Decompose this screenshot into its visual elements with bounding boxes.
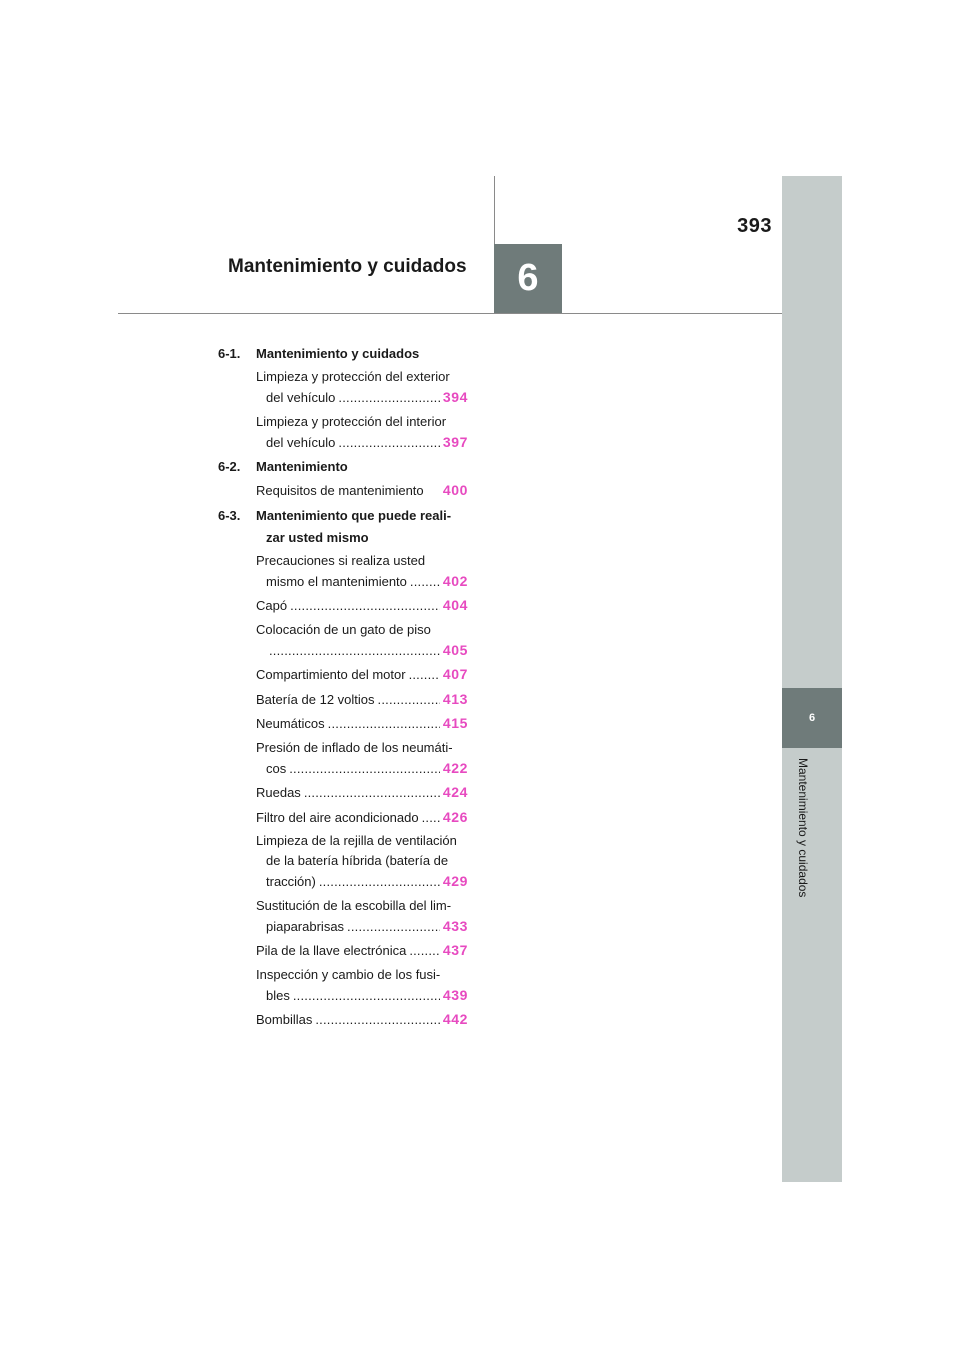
entry-text: mismo el mantenimiento <box>266 573 407 589</box>
page-link[interactable]: 439 <box>442 986 468 1003</box>
side-tab <box>782 176 842 1182</box>
page-link[interactable]: 429 <box>442 873 468 889</box>
toc-entry[interactable] <box>218 1009 468 1030</box>
page-link[interactable]: 413 <box>442 690 468 707</box>
section-number: 6-1. <box>218 346 241 361</box>
toc-entry[interactable] <box>218 367 468 408</box>
section-title: Mantenimiento que puede reali- <box>256 507 452 523</box>
page-link[interactable]: 424 <box>442 784 468 800</box>
dot-leader <box>266 641 440 661</box>
toc-entry[interactable] <box>218 738 468 779</box>
entry-text: Batería de 12 voltios <box>256 691 375 707</box>
entry-text: Bombillas <box>256 1012 313 1027</box>
entry-text: de la batería híbrida (batería de <box>266 853 449 868</box>
dot-leader <box>406 941 440 961</box>
page-link[interactable]: 397 <box>442 433 468 450</box>
page-link[interactable]: 426 <box>442 808 468 825</box>
dot-leader <box>406 665 440 685</box>
page-link[interactable]: 404 <box>442 597 468 613</box>
page-number: 393 <box>737 215 772 237</box>
section-heading <box>218 505 468 549</box>
section-title: Mantenimiento y cuidados <box>256 346 420 361</box>
dot-leader <box>316 872 440 892</box>
side-tab-label: Mantenimiento y cuidados <box>796 758 810 898</box>
toc-entry[interactable] <box>218 551 468 592</box>
dot-leader <box>335 433 439 453</box>
entry-text: Compartimiento del motor <box>256 667 406 682</box>
toc-entry[interactable] <box>218 807 468 828</box>
page-link[interactable]: 433 <box>442 917 468 934</box>
section-heading <box>218 343 468 365</box>
dot-leader <box>407 572 440 592</box>
entry-text: piaparabrisas <box>266 918 345 934</box>
page-link[interactable]: 394 <box>442 389 468 405</box>
section-number: 6-2. <box>218 459 241 474</box>
entry-text: Ruedas <box>256 785 301 800</box>
entry-text: Limpieza de la rejilla de ventilación <box>256 833 457 848</box>
page-link[interactable]: 400 <box>442 482 468 498</box>
section-title: Mantenimiento <box>256 459 348 474</box>
toc-entry[interactable] <box>218 412 468 453</box>
entry-text: cos <box>266 760 287 776</box>
dot-leader <box>287 596 440 616</box>
toc-entry[interactable] <box>218 831 468 892</box>
entry-text: Pila de la llave electrónica <box>256 943 407 958</box>
dot-leader <box>375 690 440 710</box>
dot-leader <box>419 808 440 828</box>
chapter-title: Mantenimiento y cuidados <box>228 256 467 277</box>
toc-entry[interactable] <box>218 664 468 685</box>
entry-text: Capó <box>256 598 288 613</box>
dot-leader <box>344 917 440 937</box>
toc-entry[interactable] <box>218 480 468 501</box>
entry-text: del vehículo <box>266 434 336 450</box>
entry-text: Precauciones si realiza usted <box>256 552 426 568</box>
entry-text: Inspección y cambio de los fusi- <box>256 966 441 982</box>
entry-text: Limpieza y protección del interior <box>256 413 447 429</box>
header-divider-vertical <box>494 176 495 244</box>
section-number: 6-3. <box>218 507 241 523</box>
page-link[interactable]: 402 <box>442 572 468 589</box>
toc-entry[interactable] <box>218 620 468 661</box>
page-link[interactable]: 422 <box>442 759 468 776</box>
page-link[interactable]: 442 <box>442 1011 468 1027</box>
dot-leader <box>286 759 440 779</box>
side-tab-number[interactable]: 6 <box>782 688 842 748</box>
toc-entry[interactable] <box>218 595 468 616</box>
header-divider-horizontal <box>118 313 782 314</box>
chapter-number-box <box>494 244 562 313</box>
section-heading <box>218 456 468 478</box>
toc-entry[interactable] <box>218 896 468 937</box>
entry-text: Sustitución de la escobilla del lim- <box>256 897 452 913</box>
table-of-contents <box>218 343 468 1034</box>
entry-text: Presión de inflado de los neumáti- <box>256 739 453 755</box>
toc-entry[interactable] <box>218 713 468 734</box>
toc-entry[interactable] <box>218 940 468 961</box>
dot-leader <box>325 714 440 734</box>
entry-text: Limpieza y protección del exterior <box>256 369 450 384</box>
toc-entry[interactable] <box>218 689 468 710</box>
entry-text: Requisitos de mantenimiento <box>256 483 424 498</box>
chapter-number: 6 <box>517 257 539 299</box>
dot-leader <box>290 986 440 1006</box>
entry-text: Neumáticos <box>256 716 325 731</box>
entry-text: bles <box>266 987 290 1003</box>
dot-leader <box>301 783 440 803</box>
page-link[interactable]: 415 <box>442 715 468 731</box>
entry-text: Colocación de un gato de piso <box>256 621 431 637</box>
page-link[interactable]: 405 <box>442 641 468 658</box>
toc-entry[interactable] <box>218 782 468 803</box>
page-link[interactable]: 407 <box>442 666 468 682</box>
entry-text: tracción) <box>266 874 316 889</box>
toc-entry[interactable] <box>218 965 468 1006</box>
dot-leader <box>335 388 439 408</box>
dot-leader <box>312 1010 439 1030</box>
entry-text: Filtro del aire acondicionado <box>256 809 419 825</box>
page-link[interactable]: 437 <box>442 942 468 958</box>
entry-text: del vehículo <box>266 390 336 405</box>
section-title: zar usted mismo <box>266 529 369 545</box>
